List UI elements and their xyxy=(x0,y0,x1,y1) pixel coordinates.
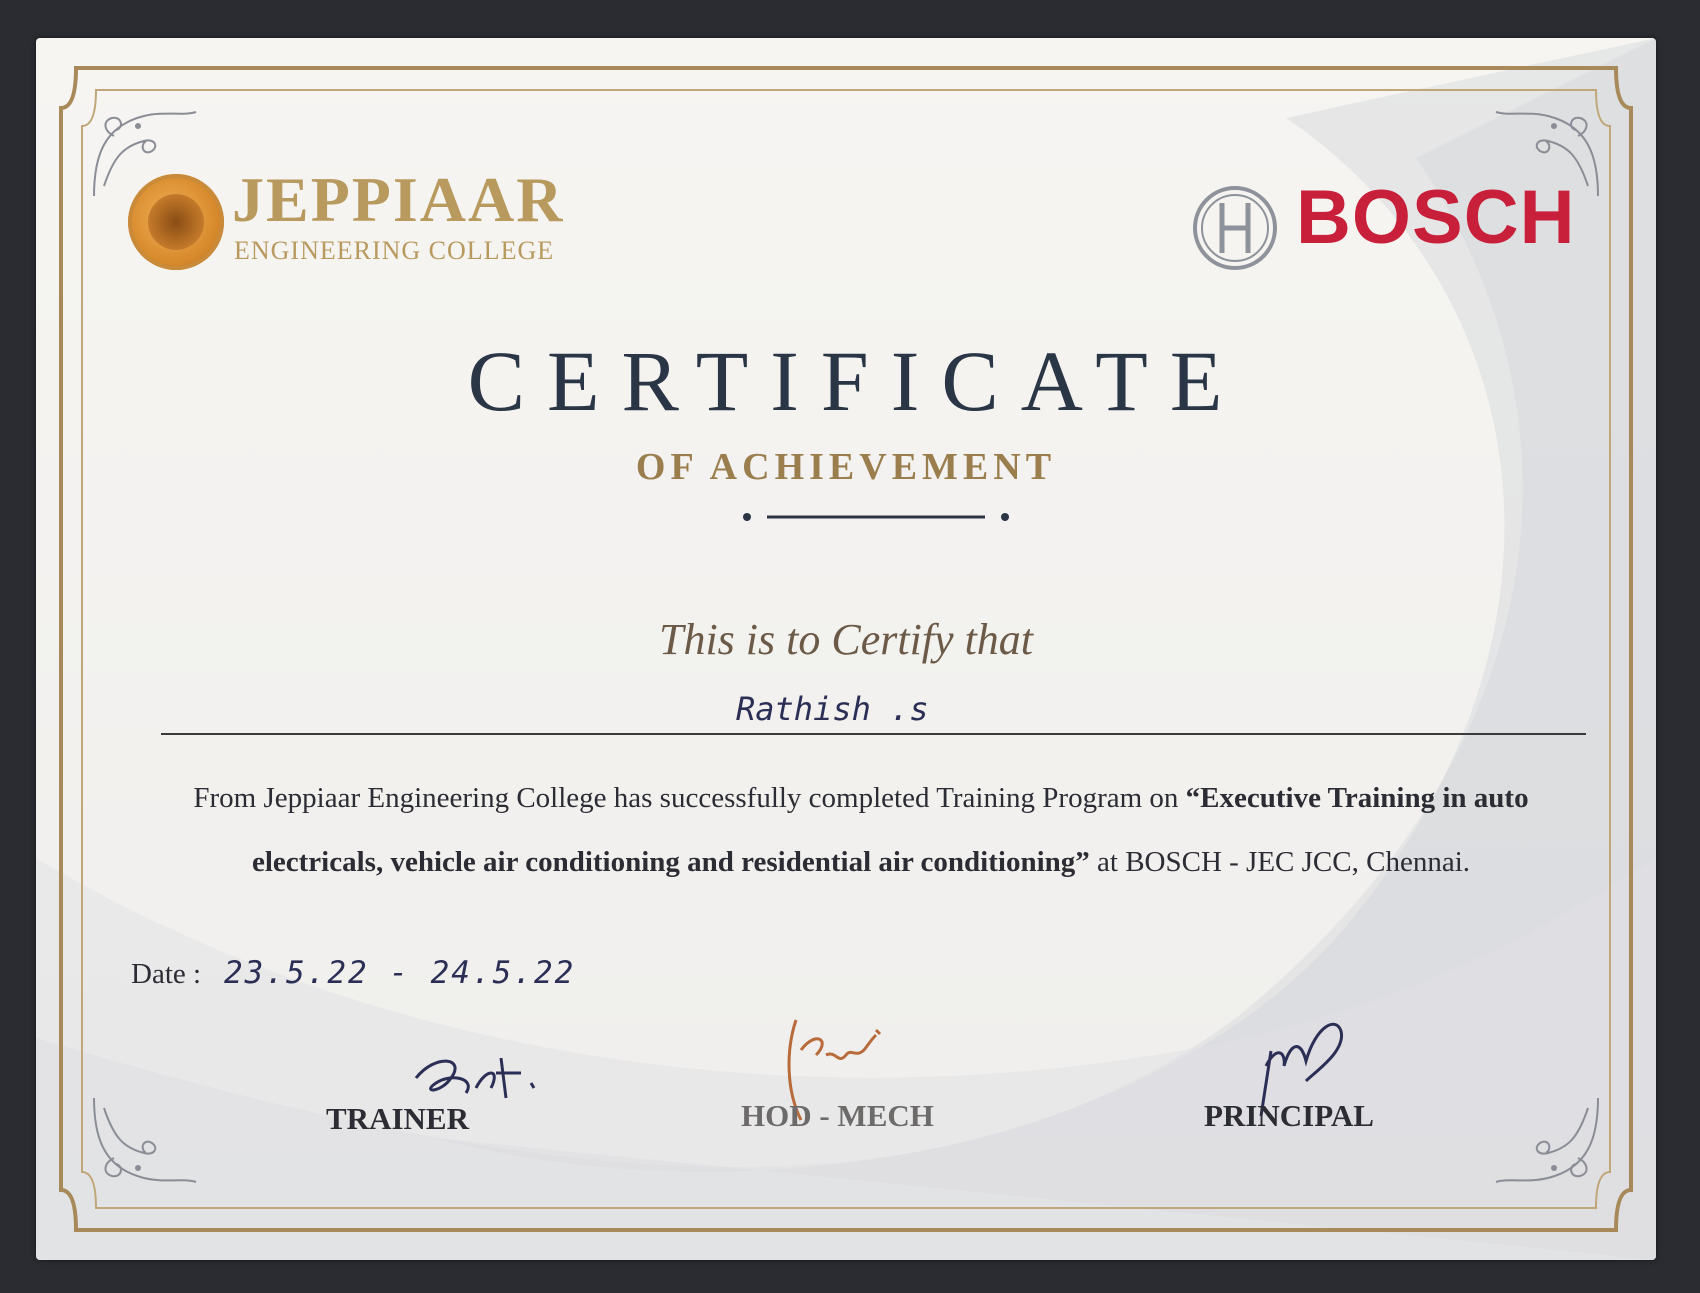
name-underline xyxy=(161,733,1586,735)
body-text-part1: From Jeppiaar Engineering College has successfully completed Training Program on xyxy=(193,782,1186,814)
date-label: Date : xyxy=(131,958,202,990)
body-text-part2: at BOSCH - JEC JCC, Chennai. xyxy=(1089,846,1471,878)
certificate-subtitle: OF ACHIEVEMENT xyxy=(635,446,1057,488)
hod-label: HOD - MECH xyxy=(741,1098,934,1133)
college-subtitle: ENGINEERING COLLEGE xyxy=(234,236,555,265)
certificate-title: CERTIFICATE xyxy=(467,333,1245,429)
corner-ornament-bottom-right xyxy=(1488,1088,1608,1198)
bosch-emblem xyxy=(1192,185,1278,271)
certificate-paper xyxy=(36,38,1656,1260)
program-name: “Executive Training in auto electricals, vehicle air conditioning and residential air conditioning” xyxy=(251,782,1529,878)
principal-label: PRINCIPAL xyxy=(1204,1098,1374,1133)
partner-name: BOSCH xyxy=(1296,175,1576,260)
trainer-label: TRAINER xyxy=(326,1101,469,1136)
jeppiaar-emblem xyxy=(128,174,224,270)
certificate-body xyxy=(126,766,1596,894)
date-value: 23.5.22 - 24.5.22 xyxy=(224,955,576,991)
trainer-signature xyxy=(406,1038,546,1108)
corner-ornament-bottom-left xyxy=(84,1088,204,1198)
certify-intro: This is to Certify that xyxy=(658,615,1034,664)
recipient-name: Rathish .s xyxy=(736,690,929,728)
college-name: JEPPIAAR xyxy=(232,164,565,235)
title-divider xyxy=(741,506,1011,528)
